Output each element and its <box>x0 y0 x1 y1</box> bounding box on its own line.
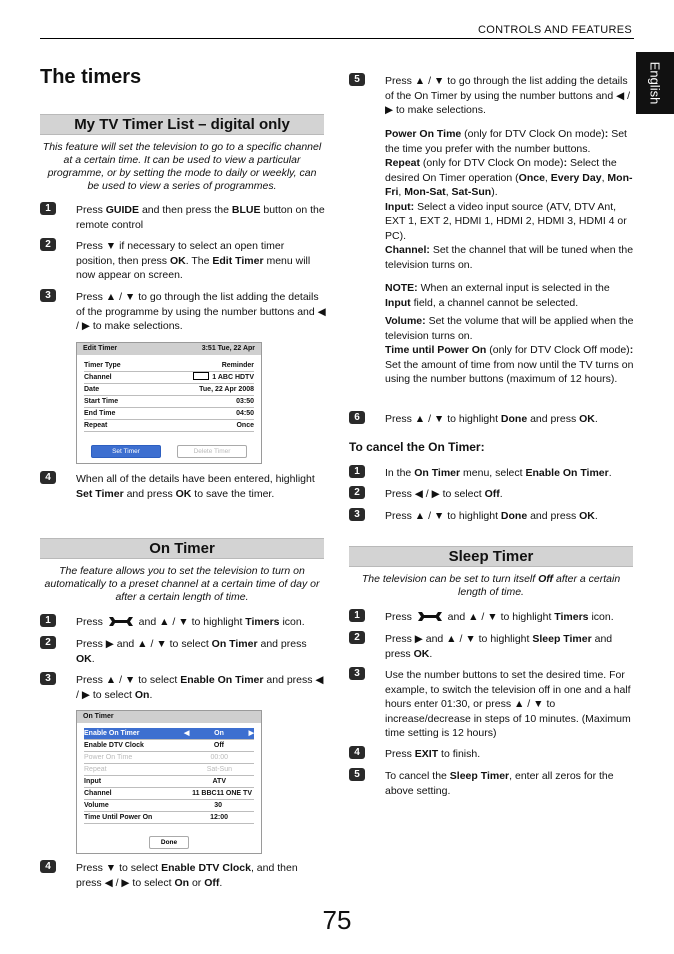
ontimer-options-2: Volume: Set the volume that will be applied when the television turns on. Time until Power On (only for DTV Clock Off mode): Set the amount of time from now until the TV turns on using the number buttons (maximum of 12 hours). <box>385 315 634 385</box>
step-number: 3 <box>40 289 56 302</box>
enable-value: On <box>214 730 224 737</box>
ontimer-step-4: Press ▼ to select Enable DTV Clock, and then press ◀ / ▶ to select On or Off. <box>76 862 298 889</box>
ontimer-step-3: Press ▲ / ▼ to select Enable On Timer and press ◀ / ▶ to select On. <box>76 674 324 701</box>
step-number: 2 <box>349 486 365 499</box>
cancel-step-2: Press ◀ / ▶ to select Off. <box>385 488 503 500</box>
ontimer-options: Power On Time (only for DTV Clock On mode): Set the time you prefer with the number buttons. Repeat (only for DTV Clock On mode): Select the desired On Timer operation (Once, Every Day, Mon-Fri, Mon-Sat, Sat-Sun). Input: Select a video input source (ATV, DTV Ant, EXT 1, EXT 2, HDMI 1, HDMI 2, HDMI 3, HDMI 4 or PC). Channel: Set the channel that will be tuned when the television turns on. <box>385 128 634 271</box>
on-timer-row <box>84 752 254 764</box>
channel-value: 1 ABC HDTV <box>212 374 254 381</box>
step-number: 1 <box>349 465 365 478</box>
row-label: End Time <box>84 410 116 417</box>
cancel-step-1: In the On Timer menu, select Enable On Timer. <box>385 467 612 479</box>
step-number: 5 <box>349 73 365 86</box>
on-timer-row[interactable] <box>84 740 254 752</box>
edit-timer-row[interactable] <box>84 360 254 372</box>
ontimer-intro: The feature allows you to set the television to turn on automatically to a preset channel at a certain time of day or after a certain length of time. <box>44 565 320 603</box>
row-value: 12:00 <box>210 814 228 821</box>
step-number: 3 <box>349 508 365 521</box>
row-value: 00:00 <box>210 754 228 761</box>
sleep-step-5: To cancel the Sleep Timer, enter all zeros for the above setting. <box>385 770 614 797</box>
header-rule <box>40 38 634 39</box>
cancel-heading: To cancel the On Timer: <box>349 440 485 454</box>
language-tab <box>636 52 674 114</box>
row-label: Timer Type <box>84 362 121 369</box>
row-label: Enable On Timer <box>84 730 140 737</box>
done-button[interactable]: Done <box>149 836 189 849</box>
edit-timer-row[interactable] <box>84 420 254 432</box>
ontimer-step-5: Press ▲ / ▼ to go through the list adding the details of the On Timer by using the number buttons and ◀ / ▶ to make selections. <box>385 75 631 116</box>
ontimer-step-2: Press ▶ and ▲ / ▼ to select On Timer and press OK. <box>76 638 307 665</box>
row-value: Once <box>236 422 254 429</box>
row-label: Start Time <box>84 398 119 405</box>
on-timer-row[interactable] <box>84 800 254 812</box>
mytv-heading: My TV Timer List – digital only <box>40 114 324 135</box>
row-label: Input <box>84 778 102 785</box>
on-timer-row[interactable] <box>84 788 254 800</box>
row-value: Tue, 22 Apr 2008 <box>199 386 254 393</box>
mytv-step-1: Press GUIDE and then press the BLUE button on the remote control <box>76 204 325 231</box>
sleep-step-3: Use the number buttons to set the desired time. For example, to switch the television off in one and a half hours enter 01:30, or press ▲ / ▼ to increase/decrease in steps of 10 minutes. (Maximum time setting is 12 hours) <box>385 669 631 739</box>
mytv-intro: This feature will set the television to go to a specific channel at a certain time. It can be used to view a particular programme, or by setting the mode to daily or weekly, can be used to view a series of programmes. <box>42 141 322 192</box>
header-section: CONTROLS AND FEATURES <box>477 24 632 36</box>
edit-timer-row[interactable] <box>84 384 254 396</box>
sleep-step-1: Press and ▲ / ▼ to highlight Timers icon. <box>385 611 614 623</box>
step-number: 2 <box>349 631 365 644</box>
ontimer-step-6: Press ▲ / ▼ to highlight Done and press OK. <box>385 413 598 425</box>
ontimer-heading: On Timer <box>40 538 324 559</box>
step-number: 4 <box>40 860 56 873</box>
row-label: Date <box>84 386 100 393</box>
on-timer-row[interactable] <box>84 776 254 788</box>
edit-timer-row[interactable] <box>84 408 254 420</box>
row-label: Enable DTV Clock <box>84 742 144 749</box>
sleep-step-4: Press EXIT to finish. <box>385 748 481 760</box>
arrow-right-icon[interactable]: ▶ <box>248 730 254 737</box>
set-timer-button[interactable]: Set Timer <box>91 445 161 458</box>
step-number: 3 <box>40 672 56 685</box>
mytv-step-3: Press ▲ / ▼ to go through the list adding the details of the programme by using the number buttons and ◀ / ▶ to make selections. <box>76 291 326 332</box>
step-number: 2 <box>40 636 56 649</box>
edit-timer-screen <box>76 342 262 464</box>
row-value <box>184 728 254 739</box>
note: NOTE: When an external input is selected in the Input field, a channel cannot be selected. <box>385 282 610 309</box>
sleep-intro-a: The television can be set to turn itself <box>361 573 539 585</box>
step-number: 5 <box>349 768 365 781</box>
step-number: 1 <box>40 614 56 627</box>
row-value: 11 BBC11 ONE TV <box>192 790 252 797</box>
language-label: English <box>647 61 663 105</box>
delete-timer-button[interactable]: Delete Timer <box>177 445 247 458</box>
on-timer-row[interactable] <box>84 812 254 824</box>
step-number: 6 <box>349 411 365 424</box>
step-number: 4 <box>40 471 56 484</box>
row-label: Channel <box>84 790 112 797</box>
step-number: 1 <box>349 609 365 622</box>
step-number: 1 <box>40 202 56 215</box>
row-label: Power On Time <box>84 754 133 761</box>
edit-timer-row[interactable] <box>84 396 254 408</box>
row-value: Reminder <box>221 362 254 369</box>
sleep-step-2: Press ▶ and ▲ / ▼ to highlight Sleep Timer and press OK. <box>385 633 613 660</box>
row-value: 30 <box>214 802 222 809</box>
edit-timer-row[interactable] <box>84 372 254 384</box>
sleep-intro-b: Off <box>538 573 554 585</box>
wrench-icon <box>415 611 445 622</box>
row-value <box>193 372 254 383</box>
row-label: Volume <box>84 802 109 809</box>
row-label: Repeat <box>84 422 108 429</box>
mytv-step-4: When all of the details have been entered, highlight Set Timer and press OK to save the timer. <box>76 473 315 500</box>
sleep-intro <box>351 573 631 599</box>
row-value: ATV <box>212 778 226 785</box>
on-timer-row <box>84 764 254 776</box>
row-label: Channel <box>84 374 112 381</box>
wrench-icon <box>106 616 136 627</box>
edit-timer-clock: 3:51 Tue, 22 Apr <box>201 345 255 352</box>
page-number: 75 <box>322 905 352 935</box>
row-value: 03:50 <box>236 398 254 405</box>
note-label: NOTE: <box>385 282 418 294</box>
step-number: 2 <box>40 238 56 251</box>
row-label: Time Until Power On <box>84 814 153 821</box>
row-value: Sat-Sun <box>206 766 232 773</box>
on-timer-titlebar: On Timer <box>77 711 261 723</box>
row-value: 04:50 <box>236 410 254 417</box>
on-timer-screen <box>76 710 262 854</box>
row-label: Repeat <box>84 766 107 773</box>
mytv-step-2: Press ▼ if necessary to select an open timer position, then press OK. The Edit Timer menu will now appear on screen. <box>76 240 311 281</box>
sleep-heading: Sleep Timer <box>349 546 633 567</box>
step-number: 3 <box>349 667 365 680</box>
on-timer-row-selected[interactable] <box>84 728 254 740</box>
step-number: 4 <box>349 746 365 759</box>
sleep-intro-c: after a certain length of time. <box>458 573 621 598</box>
edit-timer-titlebar <box>77 343 261 355</box>
arrow-left-icon[interactable]: ◀ <box>184 730 190 737</box>
channel-box-icon <box>193 372 209 380</box>
page-title: The timers <box>40 66 142 88</box>
cancel-step-3: Press ▲ / ▼ to highlight Done and press OK. <box>385 510 598 522</box>
edit-timer-title: Edit Timer <box>83 345 118 352</box>
ontimer-step-1: Press and ▲ / ▼ to highlight Timers icon. <box>76 616 305 628</box>
row-value: Off <box>213 742 224 749</box>
